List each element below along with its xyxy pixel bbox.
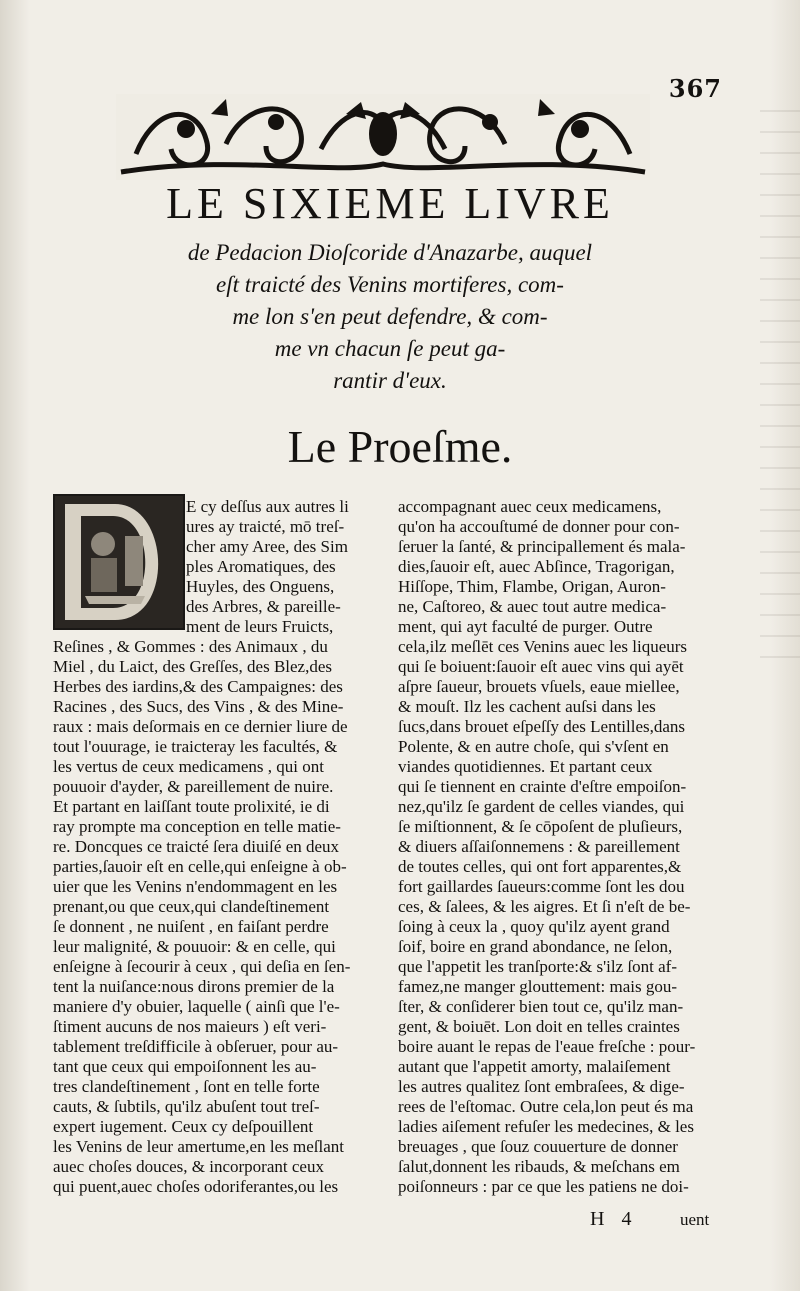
text-line: ſucs,dans brouet eſpeſſy des Lentilles,dans bbox=[398, 717, 686, 736]
text-line: tent la nuiſance:nous dirons premier de la bbox=[53, 977, 335, 996]
text-line: Racines , des Sucs, des Vins , & des Mine- bbox=[53, 697, 344, 716]
text-line: viandes quotidiennes. Et partant ceux bbox=[398, 757, 653, 776]
text-line: ray prompte ma conception en telle matie- bbox=[53, 817, 341, 836]
text-line: ment, qui ayt faculté de purger. Outre bbox=[398, 617, 653, 636]
text-line: re. Doncques ce traicté ſera diuiſé en deux bbox=[53, 837, 340, 856]
text-line: qui ſe boiuent:ſauoir eſt auec vins qui ayēt bbox=[398, 657, 684, 676]
text-line: enſeigne à ſecourir à ceux , qui deſia en ſen- bbox=[53, 957, 351, 976]
text-line: cela,ilz meſlēt ces Venins auec les liqueurs bbox=[398, 637, 688, 656]
subtitle-line: me vn chacun ſe peut ga- bbox=[274, 336, 506, 361]
text-line: nez,qu'ilz ſe gardent de celles viandes, qui bbox=[398, 797, 685, 816]
text-line: de toutes celles, qui ont fort apparentes,& bbox=[398, 857, 682, 876]
text-line: tant que ceux qui empoiſonnent les au- bbox=[53, 1057, 317, 1076]
text-line: E cy deſſus aux autres li bbox=[186, 497, 349, 516]
text-line: Et partant en laiſſant toute prolixité, ie di bbox=[53, 797, 330, 816]
text-line: aſpre ſaueur, brouets vſuels, eaue miellee, bbox=[398, 677, 680, 696]
text-line: Miel , du Laict, des Greſſes, des Blez,des bbox=[53, 657, 333, 676]
text-line: dies,ſauoir eſt, auec Abſince, Tragorigan, bbox=[398, 557, 675, 576]
subtitle-line: eſt traicté des Venins mortiferes, com- bbox=[216, 272, 564, 297]
text-line: autant que l'appetit amorty, malaiſement bbox=[398, 1057, 671, 1076]
text-line: cauts, & ſubtils, qu'ilz abuſent tout treſ- bbox=[53, 1097, 320, 1116]
text-line: ures ay traicté, mō treſ- bbox=[186, 517, 345, 536]
text-line: Herbes des iardins,& des Campaignes: des bbox=[53, 677, 343, 696]
text-line: pouuoir d'ayder, & pareillement de nuire. bbox=[53, 777, 334, 796]
text-line: Polente, & en autre choſe, qui s'vſent en bbox=[398, 737, 669, 756]
text-line: Huyles, des Onguens, bbox=[186, 577, 335, 596]
text-line: parties,ſauoir eſt en celle,qui enſeigne à ob- bbox=[53, 857, 347, 876]
text-line: ſe donnent , ne nuiſent , en faiſant perdre bbox=[53, 917, 329, 936]
text-line: ſe miſtionnent, & ſe cōpoſent de pluſieurs, bbox=[398, 817, 683, 836]
text-line: ſalut,donnent les ribauds, & meſchans em bbox=[398, 1157, 680, 1176]
text-line: qui puent,auec choſes odoriferantes,ou les bbox=[53, 1177, 339, 1196]
text-line: les autres qualitez ſont embraſees, & dige- bbox=[398, 1077, 685, 1096]
text-line: prenant,ou que ceux,qui clandeſtinement bbox=[53, 897, 330, 916]
text-line: Hiſſope, Thim, Flambe, Origan, Auron- bbox=[398, 577, 666, 596]
text-line: ſoif, boire en grand abondance, ne ſelon, bbox=[398, 937, 673, 956]
text-line: cher amy Aree, des Sim bbox=[186, 537, 348, 556]
text-line: ſter, & conſiderer bien tout ce, qu'ilz man- bbox=[398, 997, 684, 1016]
text-line: ſoing à ceux la , quoy qu'ilz ayent grand bbox=[398, 917, 670, 936]
section-title: Le Proeſme. bbox=[287, 421, 513, 472]
text-line: tablement treſdifficile à obſeruer, pour au- bbox=[53, 1037, 339, 1056]
decorative-headpiece bbox=[116, 94, 650, 180]
text-line: ladies aiſement refuſer les medecines, & les bbox=[398, 1117, 694, 1136]
subtitle-line: me lon s'en peut defendre, & com- bbox=[232, 304, 548, 329]
book-title: LE SIXIEME LIVRE bbox=[166, 179, 614, 228]
text-line: uier que les Venins n'endommagent en les bbox=[53, 877, 338, 896]
text-line: qu'on ha accouſtumé de donner pour con- bbox=[398, 517, 680, 536]
text-line: breuages , que ſouz couuerture de donner bbox=[398, 1137, 678, 1156]
signature-mark: H 4 bbox=[590, 1208, 638, 1230]
subtitle-line: de Pedacion Dioſcoride d'Anazarbe, auquel bbox=[187, 240, 593, 265]
text-line: qui ſe tiennent en crainte d'eſtre empoiſon- bbox=[398, 777, 687, 796]
text-line: ne, Caſtoreo, & auec tout autre medica- bbox=[398, 597, 667, 616]
text-line: Reſines , & Gommes : des Animaux , du bbox=[53, 637, 328, 656]
text-line: maniere d'y obuier, laquelle ( ainſi que l'e- bbox=[53, 997, 340, 1016]
text-line: ment de leurs Fruicts, bbox=[186, 617, 334, 636]
text-line: expert iugement. Ceux cy deſpouillent bbox=[53, 1117, 314, 1136]
text-line: ſtiment aucuns de nos maieurs ) eſt veri- bbox=[53, 1017, 327, 1036]
text-line: les Venins de leur amertume,en les meſlant bbox=[53, 1137, 344, 1156]
text-line: ſeruer la ſanté, & principallement és mala- bbox=[398, 537, 686, 556]
text-line: boire auant le repas de l'eaue freſche : pour- bbox=[398, 1037, 696, 1056]
catchword: uent bbox=[680, 1210, 710, 1229]
decorated-initial-d-image bbox=[53, 494, 185, 630]
text-line: poiſonneurs : par ce que les patiens ne doi- bbox=[398, 1177, 689, 1196]
text-line: leur malignité, & pouuoir: & en celle, qui bbox=[53, 937, 336, 956]
text-line: raux : mais deſormais en ce dernier liure de bbox=[53, 717, 348, 736]
subtitle-line: rantir d'eux. bbox=[333, 368, 447, 393]
text-line: des Arbres, & pareille- bbox=[186, 597, 341, 616]
text-line: gent, & boiuēt. Lon doit en telles craintes bbox=[398, 1017, 680, 1036]
text-line: rees de l'eſtomac. Outre cela,lon peut és ma bbox=[398, 1097, 694, 1116]
text-line: les vertus de ceux medicamens , qui ont bbox=[53, 757, 324, 776]
text-line: ces, & ſalees, & les aigres. Et ſi n'eſt de be- bbox=[398, 897, 691, 916]
text-line: que l'appetit les tranſporte:& s'ilz ſont af- bbox=[398, 957, 677, 976]
text-line: auec choſes douces, & incorporant ceux bbox=[53, 1157, 324, 1176]
text-line: & diuers aſſaiſonnemens : & pareillement bbox=[398, 837, 680, 856]
page-number: 367 bbox=[668, 74, 722, 103]
text-line: ples Aromatiques, des bbox=[186, 557, 336, 576]
text-line: famez,ne manger glouttement: mais gou- bbox=[398, 977, 677, 996]
text-line: tres clandeſtinement , ſont en telle forte bbox=[53, 1077, 320, 1096]
bleed-through-text bbox=[760, 110, 800, 670]
text-line: fort gaillardes ſaueurs:comme ſont les dou bbox=[398, 877, 685, 896]
text-line: & mouſt. Ilz les cachent auſsi dans les bbox=[398, 697, 656, 716]
text-line: tout l'ouurage, ie traicteray les facultés, & bbox=[53, 737, 338, 756]
text-line: accompagnant auec ceux medicamens, bbox=[398, 497, 662, 516]
